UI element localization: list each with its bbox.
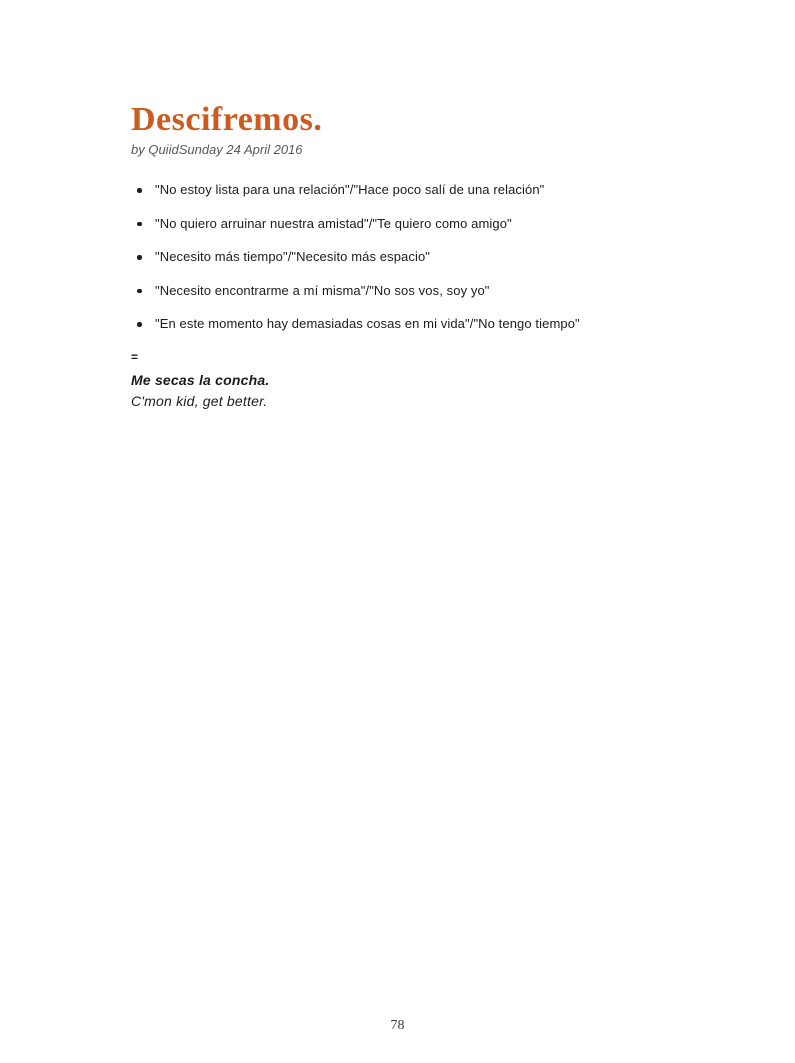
list-item bbox=[131, 315, 695, 333]
page-title: Descifremos. bbox=[131, 101, 323, 138]
bullet-icon bbox=[137, 222, 142, 227]
punchline-italic: C'mon kid, get better. bbox=[131, 393, 268, 409]
bullet-icon bbox=[137, 255, 142, 260]
page-content bbox=[131, 103, 695, 412]
punchline-bold: Me secas la concha. bbox=[131, 372, 270, 388]
list-item-text: "No quiero arruinar nuestra amistad"/"Te quiero como amigo" bbox=[155, 215, 512, 231]
list-item-text: "No estoy lista para una relación"/"Hace poco salí de una relación" bbox=[155, 182, 545, 197]
list-item-text: "Necesito encontrarme a mí misma"/"No sos vos, soy yo" bbox=[155, 282, 490, 298]
list-item bbox=[131, 282, 695, 300]
list-item bbox=[131, 248, 695, 266]
list-item-text: "En este momento hay demasiadas cosas en mi vida"/"No tengo tiempo" bbox=[155, 316, 580, 331]
list-item bbox=[131, 215, 695, 233]
bullet-icon bbox=[137, 188, 142, 193]
equals-sign: = bbox=[131, 350, 139, 364]
bullet-icon bbox=[137, 322, 142, 327]
page-footer bbox=[0, 1016, 795, 1034]
list-item-text: "Necesito más tiempo"/"Necesito más espacio" bbox=[155, 249, 431, 264]
excuse-list bbox=[131, 181, 695, 333]
list-item bbox=[131, 181, 695, 199]
bullet-icon bbox=[137, 289, 142, 294]
byline: by QuiidSunday 24 April 2016 bbox=[131, 142, 303, 157]
page-number: 78 bbox=[390, 1018, 405, 1033]
